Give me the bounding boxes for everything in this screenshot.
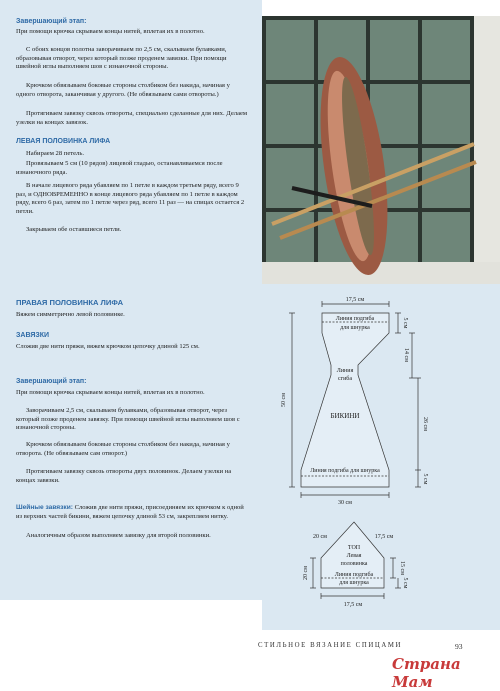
bottom-fold-line: Линия подгиба для шнурка	[310, 468, 380, 474]
section-heading-finish-2: Завершающий этап:	[16, 378, 87, 385]
top-piece-label-2: Левая	[346, 553, 362, 559]
paragraph: Набираем 28 петель.	[26, 150, 84, 157]
dim-14cm: 14 см	[403, 348, 409, 362]
fold-label-2: сгиба	[337, 376, 353, 382]
paragraph: Крючком обвязываем боковые стороны столбиком без накида, начиная у одного отворота, заканчивая у другого. (Не обвязываем сами отвороты.)	[16, 82, 230, 98]
dim-20cm-side: 20 см	[303, 566, 309, 580]
fold-line-label-1: Линия подгиба	[335, 316, 375, 322]
paragraph: С обоих концов полотна заворачиваем по 2,5 см, скалываем булавками, образовывая отворот, через который позже проденем завязки. При помощи швейной иглы выполняем шов с изнаночной стороны.	[16, 46, 227, 71]
top-piece-label-3: половинка	[340, 561, 368, 567]
top-fold-line-1: Линия подгиба	[334, 572, 374, 578]
site-watermark: Страна Мам	[392, 655, 461, 691]
dim-top-piece-width: 17,5 см	[343, 602, 363, 608]
dim-20cm-diagonal: 20 см	[313, 534, 327, 540]
dim-26cm: 26 см	[422, 417, 428, 431]
bikini-label: БИКИНИ	[330, 412, 360, 420]
paragraph: При помощи крючка скрываем концы нитей, вплетая их в полотно.	[16, 389, 205, 396]
paragraph: При помощи крючка скрываем концы нитей, вплетая их в полотно.	[16, 28, 205, 35]
paragraph: Протягиваем завязку сквозь отвороты двух половинок. Делаем узелки на концах завязки.	[16, 468, 232, 484]
dim-5cm-bottom: 5 см	[422, 473, 428, 485]
dim-5cm-top: 5 см	[402, 317, 408, 329]
dim-15cm: 15 см	[399, 561, 405, 575]
neck-ties-text: Сложив две нити пряжи, присоединяем их крючком к одной из верхних частей бикини, вяжем цепочку длиной 53 см, закрепляем нитку.	[16, 504, 244, 520]
neck-ties-lead: Шейные завязки:	[16, 504, 73, 511]
book-title-footer: СТИЛЬНОЕ ВЯЗАНИЕ СПИЦАМИ	[258, 642, 403, 649]
paragraph: Заворачиваем 2,5 см, скалываем булавками, образовывая отворот, через который позже проденем завязку. При помощи швейной иглы выполняем шов с изнаночной стороны.	[16, 407, 240, 432]
paragraph: Протягиваем завязку сквозь отвороты, специально сделанные для них. Делаем узелки на концах завязок.	[16, 110, 248, 126]
section-heading-right-bra: ПРАВАЯ ПОЛОВИНКА ЛИФА	[16, 298, 124, 307]
paragraph: Сложив две нити пряжи, вяжем крючком цепочку длиной 125 см.	[16, 343, 200, 350]
dim-top-width: 17,5 см	[345, 297, 365, 303]
section-heading-ties: ЗАВЯЗКИ	[16, 332, 50, 339]
page-number: 93	[455, 642, 463, 651]
paragraph: Крючком обвязываем боковые стороны столбиком без накида, начиная у отворота. (Не обвязываем сам отворот.)	[16, 441, 230, 457]
fold-line-label-2: для шнурка	[340, 325, 370, 331]
top-fold-line-2: для шнурка	[339, 580, 369, 586]
paragraph: Вяжем симметрично левой половинке.	[16, 311, 125, 318]
dim-bottom-width: 30 см	[338, 500, 352, 506]
top-piece-label: ТОП	[347, 545, 361, 551]
dim-50cm: 50 см	[281, 393, 287, 407]
dim-5cm-top-piece: 5 см	[402, 577, 408, 589]
paragraph: Провязываем 5 см (10 рядов) лицевой гладью, останавливаемся после изнаночного ряда.	[16, 160, 223, 176]
paragraph: Аналогичным образом выполняем завязку для второй половинки.	[26, 532, 211, 539]
section-heading-finish: Завершающий этап:	[16, 18, 87, 25]
paragraph: В начале лицевого ряда убавляем по 1 петле в каждом третьем ряду, всего 9 раз, и ОДНОВРЕМЕННО в конце лицевого ряда убавляем по 1 петле в каждом ряду, всего 6 раз, затем по 1 петле через ряд, всего 11 раз — на спицах остается 2 петли.	[16, 182, 245, 215]
section-heading-left-bra: ЛЕВАЯ ПОЛОВИНКА ЛИФА	[16, 138, 111, 145]
dim-17-5cm-diagonal: 17,5 см	[374, 534, 394, 540]
fold-label-1: Линия	[336, 368, 354, 374]
paragraph: Закрываем обе оставшиеся петли.	[26, 226, 122, 233]
